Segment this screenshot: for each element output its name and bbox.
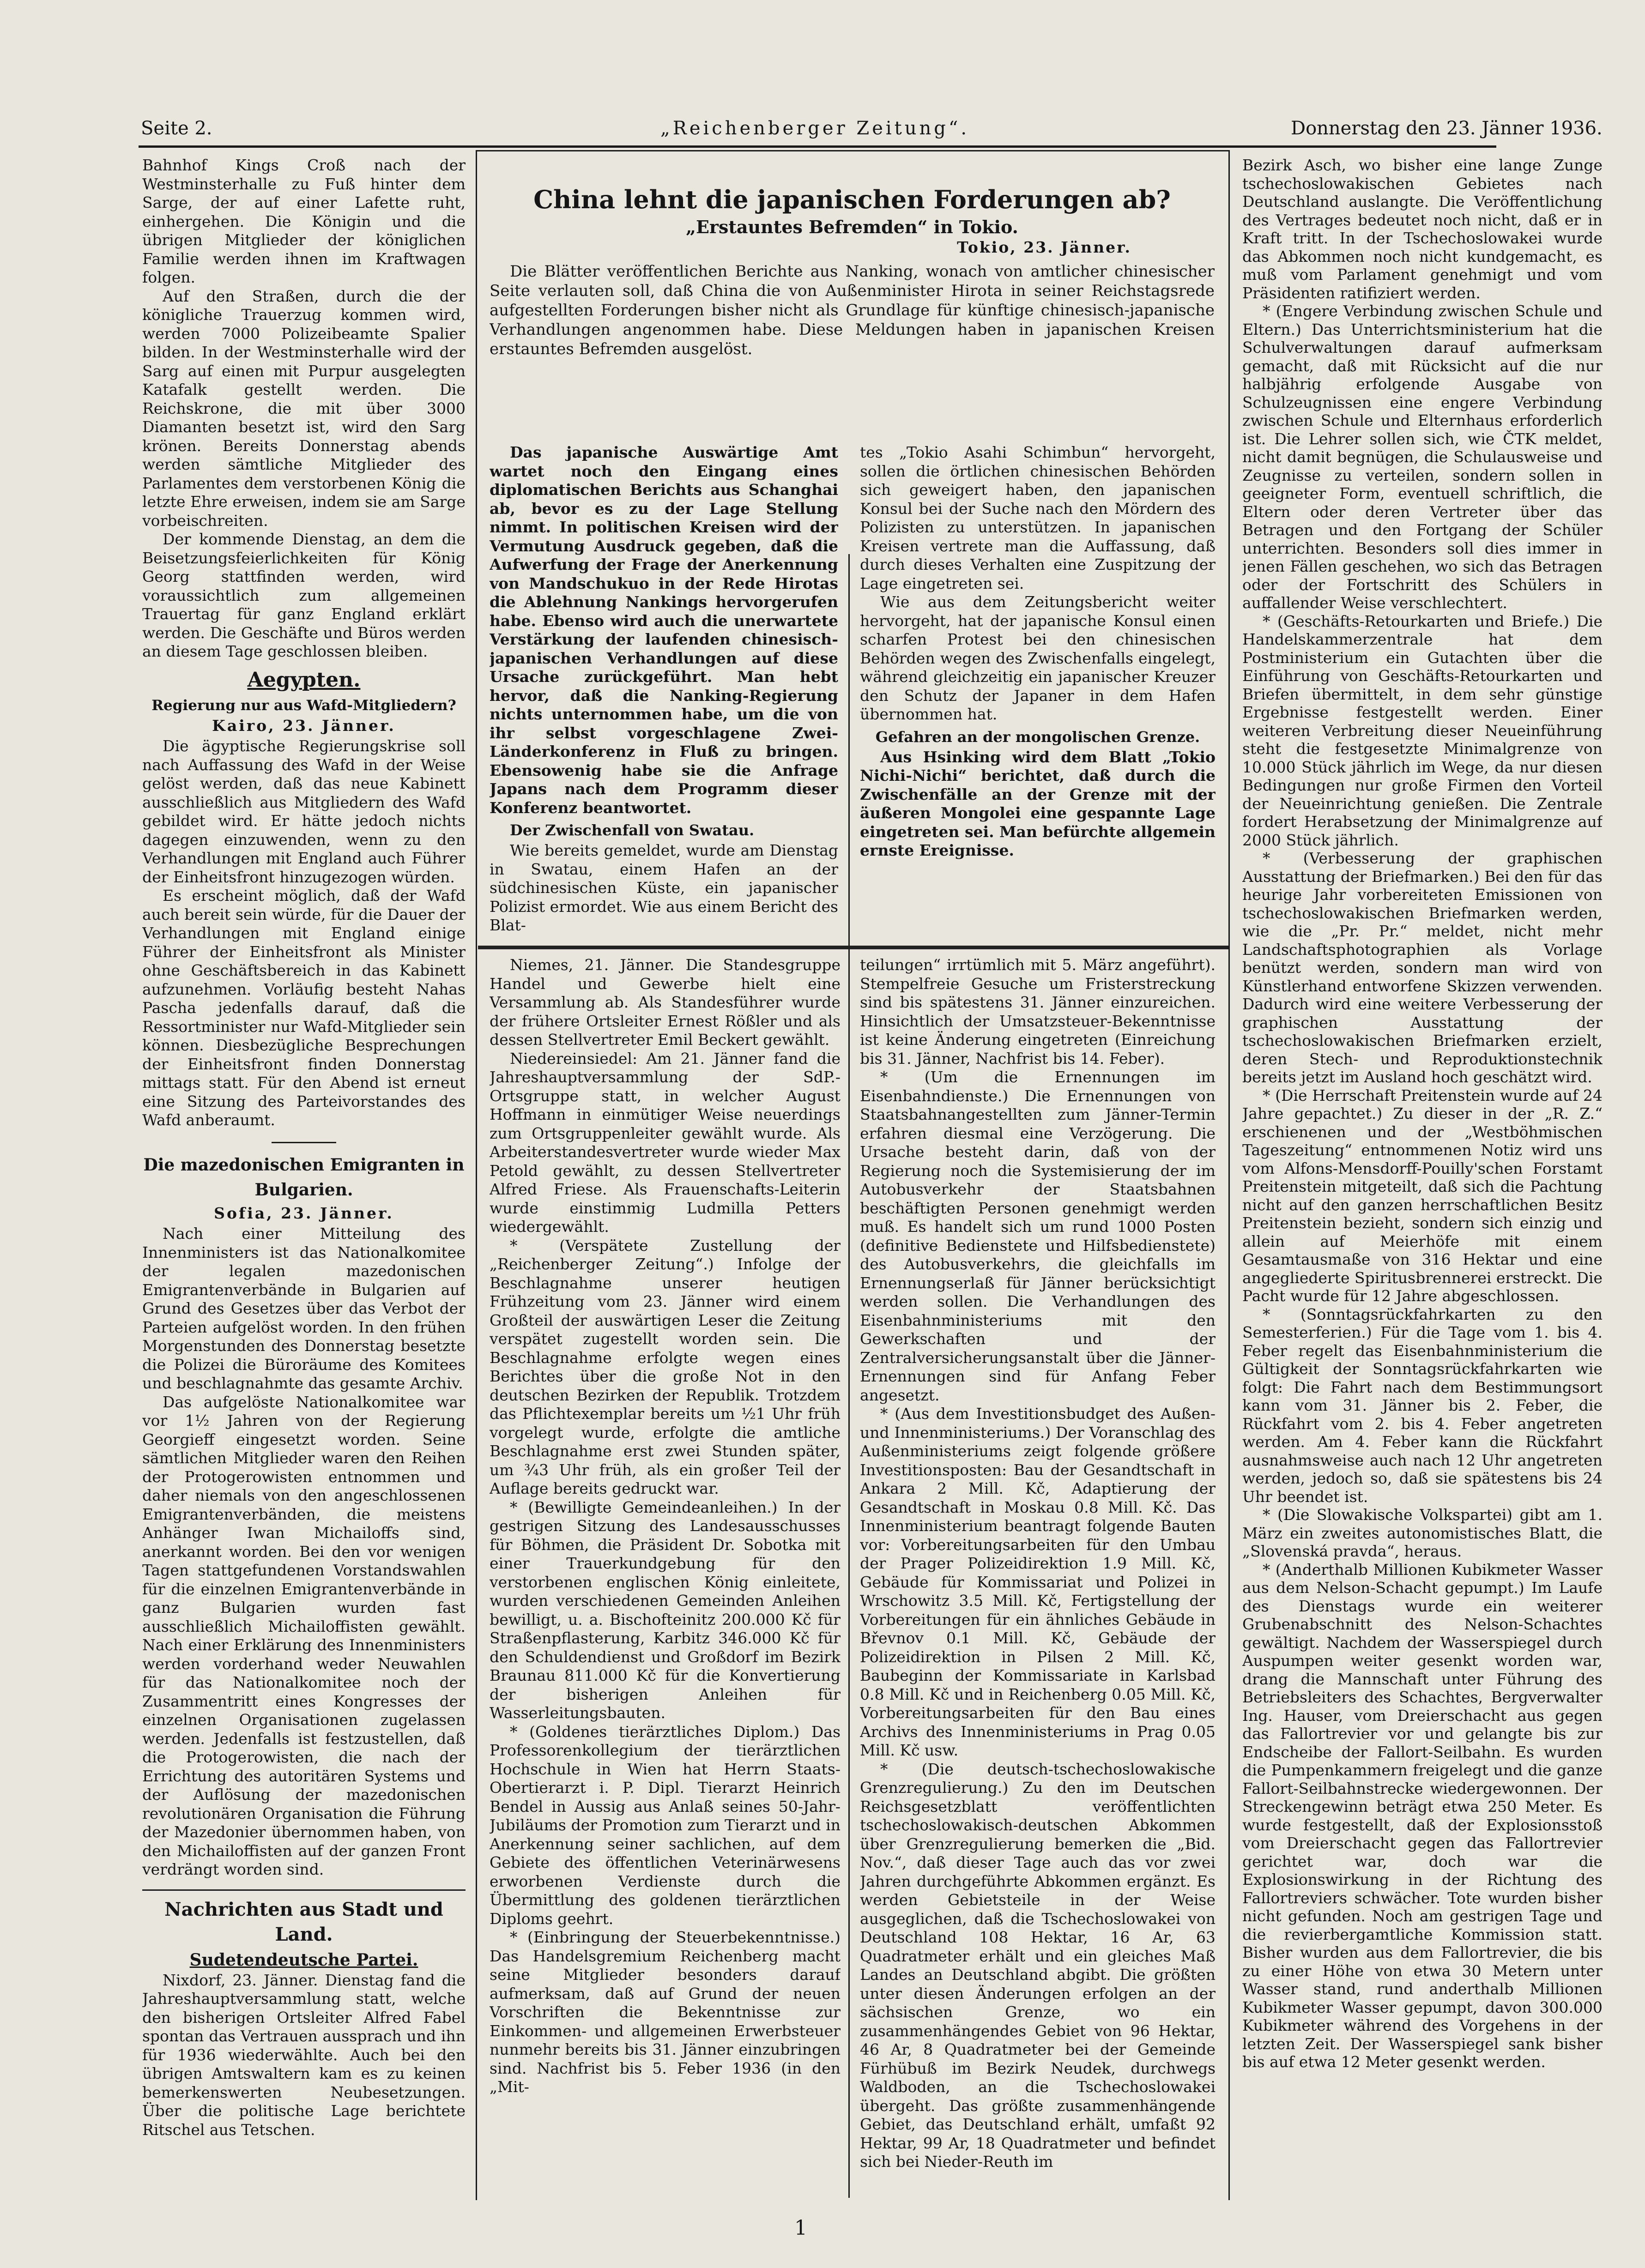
article-paragraph: * (Verbesserung der graphischen Ausstattung der Briefmarken.) Bei den für das heurige Jahr vorbereiteten Emissionen von tschechoslowakischen Briefmarken werden, wie die „Pr. Pr.“ meldet, nicht mehr Landschaftsphotographien als Vorlage benützt werden, sondern man wird von Künstlerhand entworfene Skizzen verwenden. Dadurch wird eine weitere Verbesserung der graphischen Ausstattung der tschechoslowakischen Briefmarken erzielt, deren Stech- und Reproduktionstechnik bereits jetzt im Ausland hoch geschätzt wird. [1242, 849, 1603, 1086]
article-paragraph: * (Anderthalb Millionen Kubikmeter Wasser aus dem Nelson-Schacht gepumpt.) Im Laufe des Dienstags wurde ein weiterer Grubenabschnitt des Nelson-Schachtes gewältigt. Nachdem der Wasserspiegel durch Auspumpen weiter gesenkt worden war, drang die Mannschaft unter Führung des Betriebsleiters des Schachtes, Bergverwalter Ing. Hauser, vom Dreierschacht aus gegen das Fallortrevier vor und gelangte bis zur Endscheibe der Fallort-Seilbahn. Es wurden die Pumpenkammern freigelegt und die ganze Fallort-Seilbahnstrecke wiedergewonnen. Der Streckengewinn beträgt etwa 250 Meter. Es wurde festgestellt, daß der Explosionsstoß vom Dreierschacht gegen das Fallortrevier gerichtet war, doch war die Explosionswirkung in der Richtung des Fallortreviers schwächer. Tote wurden bisher nicht gefunden. Noch am gestrigen Tage und die revierbergamtliche Kommission statt. Bisher wurden aus dem Fallortrevier, die bis zu einer Höhe von etwa 30 Metern unter Wasser stand, rund anderthalb Millionen Kubikmeter Wasser gepumpt, davon 300.000 Kubikmeter während des Vorgehens in der letzten Zeit. Der Wasserspiegel sank bisher bis auf etwa 12 Meter gesenkt werden. [1242, 1560, 1603, 2071]
column-1 [142, 156, 466, 2197]
article-paragraph: Bahnhof Kings Croß nach der Westminsterhalle zu Fuß hinter dem Sarge, der auf einer Lafette ruht, einhergehen. Die Königin und die übrigen Mitglieder der königlichen Familie werden ihnen im Kraftwagen folgen. [142, 156, 466, 286]
china-subheadline: „Erstauntes Befremden“ in Tokio. [686, 217, 1018, 237]
china-article-header [490, 185, 1215, 443]
article-paragraph: Das aufgelöste Nationalkomitee war vor 1½ Jahren von der Regierung Georgieff eingesetzt worden. Seine sämtlichen Mitglieder waren den Reihen der Protogerowisten entnommen und daher niemals von den angeschlossenen Emigrantenverbänden, die meistens Anhänger Iwan Michailoffs sind, anerkannt worden. Bei den vor wenigen Tagen stattgefundenen Vorstandswahlen für die einzelnen Emigrantenverbände in ganz Bulgarien wurden fast ausschließlich Michailoffisten gewählt. Nach einer Erklärung des Innenministers werden vorderhand weder Neuwahlen für das Nationalkomitee noch der Zusammentritt eines Kongresses der einzelnen Organisationen zugelassen werden. Jedenfalls ist festzustellen, daß die Protogerowisten, die nach der Errichtung des autoritären Systems und der Auflösung der mazedonischen revolutionären Organisation die Führung der Mazedonier übernommen haben, von den Michailoffisten auf der ganzen Front verdrängt worden sind. [142, 1393, 466, 1878]
article-paragraph: * (Um die Ernennungen im Eisenbahndienste.) Die Ernennungen von Staatsbahnangestellten zum Jänner-Termin erfahren diesmal eine Verzögerung. Die Ursache besteht darin, daß von der Regierung noch die Systemisierung der im Autobusverkehr der Staatsbahnen beschäftigten Personen genehmigt werden muß. Es handelt sich um rund 1000 Posten (definitive Bedienstete und Hilfsbedienstete) des Autobusverkehrs, die gleichfalls im Ernennungserlaß für Jänner berücksichtigt werden sollen. Die Verhandlungen des Eisenbahnministeriums mit den Gewerkschaften und der Zentralversicherungsanstalt über die Jänner-Ernennungen sind für Anfang Feber angesetzt. [860, 1068, 1216, 1404]
article-paragraph: * (Einbringung der Steuerbekenntnisse.) Das Handelsgremium Reichenberg macht seine Mitglieder besonders darauf aufmerksam, daß auf Grund der neuen Vorschriften die Bekenntnisse zur Einkommen- und allgemeinen Erwerbsteuer nunmehr bereits bis 31. Jänner einzubringen sind. Nachfrist bis 5. Feber 1936 (in den „Mit- [490, 1928, 841, 2096]
article-paragraph: * (Sonntagsrückfahrkarten zu den Semesterferien.) Für die Tage vom 1. bis 4. Feber regelt das Eisenbahnministerium die Gültigkeit der Sonntagsrückfahrkarten wie folgt: Die Fahrt nach dem Bestimmungsort kann vom 31. Jänner bis 2. Feber, die Rückfahrt vom 2. bis 4. Feber angetreten werden. Am 4. Feber kann die Rückfahrt ausnahmsweise auch nach 12 Uhr angetreten werden, jedoch so, daß sie spätestens bis 24 Uhr beendet ist. [1242, 1305, 1603, 1506]
article-paragraph: Aus Hsinking wird dem Blatt „Tokio Nichi-Nichi“ berichtet, daß durch die Zwischenfälle an der Grenze mit der äußeren Mongolei eine gespannte Lage eingetreten sei. Man befürchte allgemein ernste Ereignisse. [860, 748, 1216, 859]
subheading-swatau: Der Zwischenfall von Swatau. [510, 821, 755, 839]
article-paragraph: * (Geschäfts-Retourkarten und Briefe.) Die Handelskammerzentrale hat dem Postministerium ein Gutachten über die Einführung von Geschäfts-Retourkarten und Briefen übermittelt, in dem sehr günstige Ergebnisse festgestellt werden. Einer weiteren Verbreitung dieser Neueinführung steht die festgesetzte Minimalgrenze von 10.000 Stück jährlich im Wege, da nur diesen Bedingungen nur große Firmen den Vorteil der Neueinrichtung genießen. Die Zentrale fordert Herabsetzung der Minimalgrenze auf 2000 Stück jährlich. [1242, 612, 1603, 849]
article-paragraph: Das japanische Auswärtige Amt wartet noch den Eingang eines diplomatischen Berichts aus Schanghai ab, bevor es zu der Lage Stellung nimmt. In politischen Kreisen wird der Vermutung Ausdruck gegeben, daß die Aufwerfung der Frage der Anerkennung von Mandschukuo in der Rede Hirotas die Ablehnung Nankings hervorgerufen habe. Ebenso wird auch die unerwartete Verstärkung der laufenden chinesisch-japanischen Verhandlungen auf diese Ursache zurückgeführt. Man hebt hervor, daß die Nanking-Regierung nichts unternommen habe, um die von ihr selbst vorgeschlagene Zwei-Länderkonferenz in Fluß zu bringen. Ebensowenig habe sie die Anfrage Japans nach dem Programm dieser Konferenz beantwortet. [490, 443, 838, 817]
dateline-tokyo: Tokio, 23. Jänner. [957, 238, 1131, 256]
section-heading-macedonians: Die mazedonischen Emigranten in Bulgarien. [143, 1155, 465, 1200]
column-4 [1242, 156, 1603, 2197]
column-3 [860, 956, 1216, 2198]
china-column-right [860, 443, 1216, 942]
article-paragraph: * (Verspätete Zustellung der „Reichenberger Zeitung“.) Infolge der Beschlagnahme unserer heutigen Frühzeitung vom 23. Jänner wird einem Großteil der auswärtigen Leser die Zeitung verspätet zugestellt worden sein. Die Beschlagnahme erfolgte wegen eines Berichtes über die große Not in den deutschen Bezirken der Republik. Trotzdem das Pflichtexemplar bereits um ½1 Uhr früh vorgelegt wurde, erfolgte die amtliche Beschlagnahme erst zwei Stunden später, um ¾3 Uhr früh, als ein großer Teil der Auflage bereits gedruckt war. [490, 1236, 841, 1497]
separator [272, 1142, 336, 1143]
article-paragraph: teilungen“ irrtümlich mit 5. März angeführt). Stempelfreie Gesuche um Fristerstreckung sind bis spätestens 31. Jänner einzureichen. Hinsichtlich der Umsatzsteuer-Bekenntnisse ist keine Änderung eingetreten (Einreichung bis 31. Jänner, Nachfrist bis 14. Feber). [860, 956, 1216, 1068]
china-box-top [476, 150, 1228, 151]
china-lead-paragraph: Die Blätter veröffentlichen Berichte aus Nanking, wonach von amtlicher chinesischer Seite verlauten soll, daß China die von Außenminister Hirota in seiner Reichstagsrede aufgestellten Forderungen bisher nicht als Grundlage für künftige chinesisch-japanische Verhandlungen angenommen habe. Diese Meldungen haben in japanischen Kreisen erstauntes Befremden ausgelöst. [490, 262, 1215, 358]
china-headline: China lehnt die japanischen Forderungen ab? [533, 185, 1171, 214]
article-paragraph: Wie aus dem Zeitungsbericht weiter hervorgeht, hat der japanische Konsul einen scharfen Protest bei den chinesischen Behörden wegen des Zwischenfalls eingelegt, während gleichzeitig ein japanischer Kreuzer den Schutz der Japaner in dem Hafen übernommen hat. [860, 593, 1216, 723]
article-paragraph: tes „Tokio Asahi Schimbun“ hervorgeht, sollen die örtlichen chinesischen Behörden sich geweigert haben, den japanischen Konsul bei der Suche nach den Mördern des Polizisten zu unterstützen. In japanischen Kreisen vertrete man die Auffassung, daß durch dieses Verhalten eine Zuspitzung der Lage eingetreten sei. [860, 443, 1216, 592]
article-paragraph: Es erscheint möglich, daß der Wafd auch bereit sein würde, für die Dauer der Verhandlungen mit England einige Führer der Einheitsfront als Minister ohne Geschäftsbereich in das Kabinett aufzunehmen. Vorläufig besteht Nahas Pascha jedenfalls darauf, daß die Ressortminister nur Wafd-Mitglieder sein können. Diesbezügliche Besprechungen der Einheitsfront finden Donnerstag mittags statt. Für den Abend ist erneut eine Sitzung des Parteivorstandes des Wafd anberaumt. [142, 887, 466, 1129]
article-paragraph: Nixdorf, 23. Jänner. Dienstag fand die Jahreshauptversammlung statt, welche den bisherigen Ortsleiter Alfred Fabel spontan das Vertrauen aussprach und ihn für 1936 wiederwählte. Auch bei den übrigen Amtswaltern kam es zu keinen bemerkenswerten Neubesetzungen. Über die politische Lage berichtete Ritschel aus Tetschen. [142, 1971, 466, 2139]
header-rule [139, 145, 1496, 148]
article-paragraph: Auf den Straßen, durch die der königliche Trauerzug kommen wird, werden 7000 Polizeibeamte Spalier bilden. In der Westminsterhalle wird der Sarg auf einen mit Purpur ausgelegten Katafalk gestellt werden. Die Reichskrone, die mit über 3000 Diamanten besetzt ist, wird den Sarg krönen. Bereits Donnerstag abends werden sämtliche Mitglieder des Parlamentes dem verstorbenen König die letzte Ehre erweisen, indem sie am Sarge vorbeischreiten. [142, 287, 466, 530]
article-paragraph: * (Die Herrschaft Preitenstein wurde auf 24 Jahre gepachtet.) Zu dieser in der „R. Z.“ erschienenen und der „Westböhmischen Tageszeitung“ entnommenen Notiz wird uns vom Alfons-Mensdorff-Pouilly'schen Forstamt Preitenstein mitgeteilt, daß sich die Pachtung nicht auf den ganzen herrschaftlichen Besitz Preitenstein bezieht, sondern sich einzig und allein auf Meierhöfe mit einem Gesamtausmaße von 316 Hektar und eine angegliederte Spiritusbrennerei erstreckt. Die Pacht wurde für 12 Jahre abgeschlossen. [1242, 1086, 1603, 1305]
column-2 [490, 956, 841, 2198]
dateline-cairo: Kairo, 23. Jänner. [212, 716, 396, 735]
separator [142, 1889, 466, 1891]
article-paragraph: * (Aus dem Investitionsbudget des Außen- und Innenministeriums.) Der Voranschlag des Außenministeriums zeigt folgende größere Investitionsposten: Bau der Gesandtschaft in Ankara 2 Mill. Kč, Adaptierung der Gesandtschaft in Moskau 0.8 Mill. Kč. Das Innenministerium beantragt folgende Bauten vor: Vorbereitungsarbeiten für den Umbau der Prager Polizeidirektion 1.9 Mill. Kč, Gebäude für Kommissariat und Polizei in Wrschowitz 3.5 Mill. Kč, Fertigstellung der Vorbereitungen für ein ähnliches Gebäude in Břevnov 0.1 Mill. Kč, Gebäude der Polizeidirektion in Pilsen 2 Mill. Kč, Baubeginn der Kommissariate in Karlsbad 0.8 Mill. Kč und in Reichenberg 0.05 Mill. Kč, Vorbereitungsarbeiten für den Bau eines Archivs des Innenministeriums in Prag 0.05 Mill. Kč usw. [860, 1405, 1216, 1759]
dateline-sofia: Sofia, 23. Jänner. [214, 1204, 394, 1222]
column-rule-2 [848, 554, 850, 2198]
column-rule-3 [1228, 150, 1230, 2200]
newspaper-title: „Reichenberger Zeitung“. [660, 118, 970, 139]
article-paragraph: Bezirk Asch, wo bisher eine lange Zunge tschechoslowakischen Gebietes nach Deutschland auslangte. Die Veröffentlichung des Vertrages bedeutet noch nicht, daß er in Kraft tritt. In der Tschechoslowakei wurde das Abkommen noch nicht kundgemacht, es muß vom Parlament genehmigt und vom Präsidenten ratifiziert werden. [1242, 156, 1603, 302]
subheading-sdp: Sudetendeutsche Partei. [189, 1950, 418, 1970]
page-number: Seite 2. [141, 118, 212, 139]
article-paragraph: * (Die deutsch-tschechoslowakische Grenzregulierung.) Zu den im Deutschen Reichsgesetzblatt veröffentlichten tschechoslowakisch-deutschen Abkommen über Grenzregulierung bemerken die „Bid. Nov.“, daß dieser Tage auch das vor zwei Jahren durchgeführte Abkommen ergänzt. Es werden Gebietsteile in der Weise ausgeglichen, daß die Tschechoslowakei von Deutschland 108 Hektar, 16 Ar, 63 Quadratmeter erhält und ein gleiches Maß Landes an Deutschland abgibt. Die größten unter diesen Änderungen erfolgen an der sächsischen Grenze, wo ein zusammenhängendes Gebiet von 96 Hektar, 46 Ar, 8 Quadratmeter bei der Gemeinde Fürhübuß im Bezirk Neudek, durchwegs Waldboden, an die Tschechoslowakei übergeht. Das größte zusammenhängende Gebiet, das Deutschland erhält, umfaßt 92 Hektar, 99 Ar, 18 Quadratmeter und befindet sich bei Nieder-Reuth im [860, 1760, 1216, 2171]
issue-date: Donnerstag den 23. Jänner 1936. [1291, 118, 1603, 139]
china-box-bottom-rule [478, 946, 1228, 949]
footer-mark: 1 [794, 2216, 807, 2240]
article-paragraph: * (Goldenes tierärztliches Diplom.) Das Professorenkollegium der tierärztlichen Hochschule in Wien hat Herrn Staats-Obertierarzt i. P. Dipl. Tierarzt Heinrich Bendel in Aussig aus Anlaß seines 50-Jahr-Jubiläums der Promotion zum Tierarzt und in Anerkennung seiner sachlichen, auf dem Gebiete des öffentlichen Veterinärwesens erworbenen Verdienste durch die Übermittlung des goldenen tierärztlichen Diploms geehrt. [490, 1722, 841, 1928]
article-paragraph: * (Engere Verbindung zwischen Schule und Eltern.) Das Unterrichtsministerium hat die Schulverwaltungen darauf aufmerksam gemacht, daß mit Rücksicht auf die nur halbjährig erfolgende Ausgabe von Schulzeugnissen eine engere Verbindung zwischen Schule und Elternhaus erforderlich ist. Die Lehrer sollen sich, wie ČTK meldet, nicht damit begnügen, die Schulausweise und Zeugnisse zu verteilen, sondern sollen in geeigneter Form, eventuell schriftlich, die Eltern oder deren Vertreter über das Betragen und den Fortgang der Schüler unterrichten. Besonders soll dies immer in jenen Fällen geschehen, wo sich das Betragen oder der Fortschritt des Schülers in auffallender Weise verschlechtert. [1242, 302, 1603, 612]
subheading-mongolian-border: Gefahren an der mongolischen Grenze. [875, 728, 1200, 746]
article-paragraph: Niedereinsiedel: Am 21. Jänner fand die Jahreshauptversammlung der SdP.-Ortsgruppe statt, in welcher August Hoffmann in einmütiger Weise neuerdings zum Ortsgruppenleiter gewählt wurde. Als Arbeiterstandesvertreter wurde wieder Max Petold gewählt, zu dessen Stellvertreter Alfred Friese. Als Frauenschafts-Leiterin wurde einstimmig Ludmilla Petters wiedergewählt. [490, 1049, 841, 1236]
column-rule-1 [476, 150, 477, 2200]
article-paragraph: Die ägyptische Regierungskrise soll nach Auffassung des Wafd in der Weise gelöst werden, daß das neue Kabinett ausschließlich aus Mitgliedern des Wafd gebildet wird. Er hätte jedoch nichts dagegen einzuwenden, wenn zu den Verhandlungen mit England auch Führer der Einheitsfront hinzugezogen würden. [142, 737, 466, 886]
article-paragraph: * (Bewilligte Gemeindeanleihen.) In der gestrigen Sitzung des Landesausschusses für Böhmen, die Präsident Dr. Sobotka mit einer Trauerkundgebung für den verstorbenen englischen König einleitete, wurden verschiedenen Gemeinden Anleihen bewilligt, u. a. Bischofteinitz 200.000 Kč für Straßenpflasterung, Karbitz 346.000 Kč für den Schuldendienst und Großdorf im Bezirk Braunau 811.000 Kč für die Konvertierung der bisherigen Anleihen für Wasserleitungsbauten. [490, 1498, 841, 1722]
section-heading-local-news: Nachrichten aus Stadt und Land. [164, 1898, 443, 1945]
china-column-left [490, 443, 838, 942]
section-heading-egypt: Aegypten. [247, 668, 361, 692]
subheading-egypt: Regierung nur aus Wafd-Mitgliedern? [151, 697, 456, 714]
article-paragraph: * (Die Slowakische Volkspartei) gibt am 1. März ein zweites autonomistisches Blatt, die „Slovenská pravda“, heraus. [1242, 1506, 1603, 1560]
article-paragraph: Wie bereits gemeldet, wurde am Dienstag in Swatau, einem Hafen an der südchinesischen Küste, ein japanischer Polizist ermordet. Wie aus einem Bericht des Blat- [490, 841, 838, 934]
article-paragraph: Der kommende Dienstag, an dem die Beisetzungsfeierlichkeiten für König Georg stattfinden werden, wird voraussichtlich zum allgemeinen Trauertag für ganz England erklärt werden. Die Geschäfte und Büros werden an diesem Tage geschlossen bleiben. [142, 530, 466, 660]
article-paragraph: Niemes, 21. Jänner. Die Standesgruppe Handel und Gewerbe hielt eine Versammlung ab. Als Standesführer wurde der frühere Ortsleiter Ernest Rößler und als dessen Stellvertreter Emil Beckert gewählt. [490, 956, 841, 1049]
article-paragraph: Nach einer Mitteilung des Innenministers ist das Nationalkomitee der legalen mazedonischen Emigrantenverbände in Bulgarien auf Grund des Gesetzes über das Verbot der Parteien aufgelöst worden. In den frühen Morgenstunden des Donnerstag besetzte die Polizei die Büroräume des Komitees und beschlagnahmte das gesamte Archiv. [142, 1224, 466, 1392]
